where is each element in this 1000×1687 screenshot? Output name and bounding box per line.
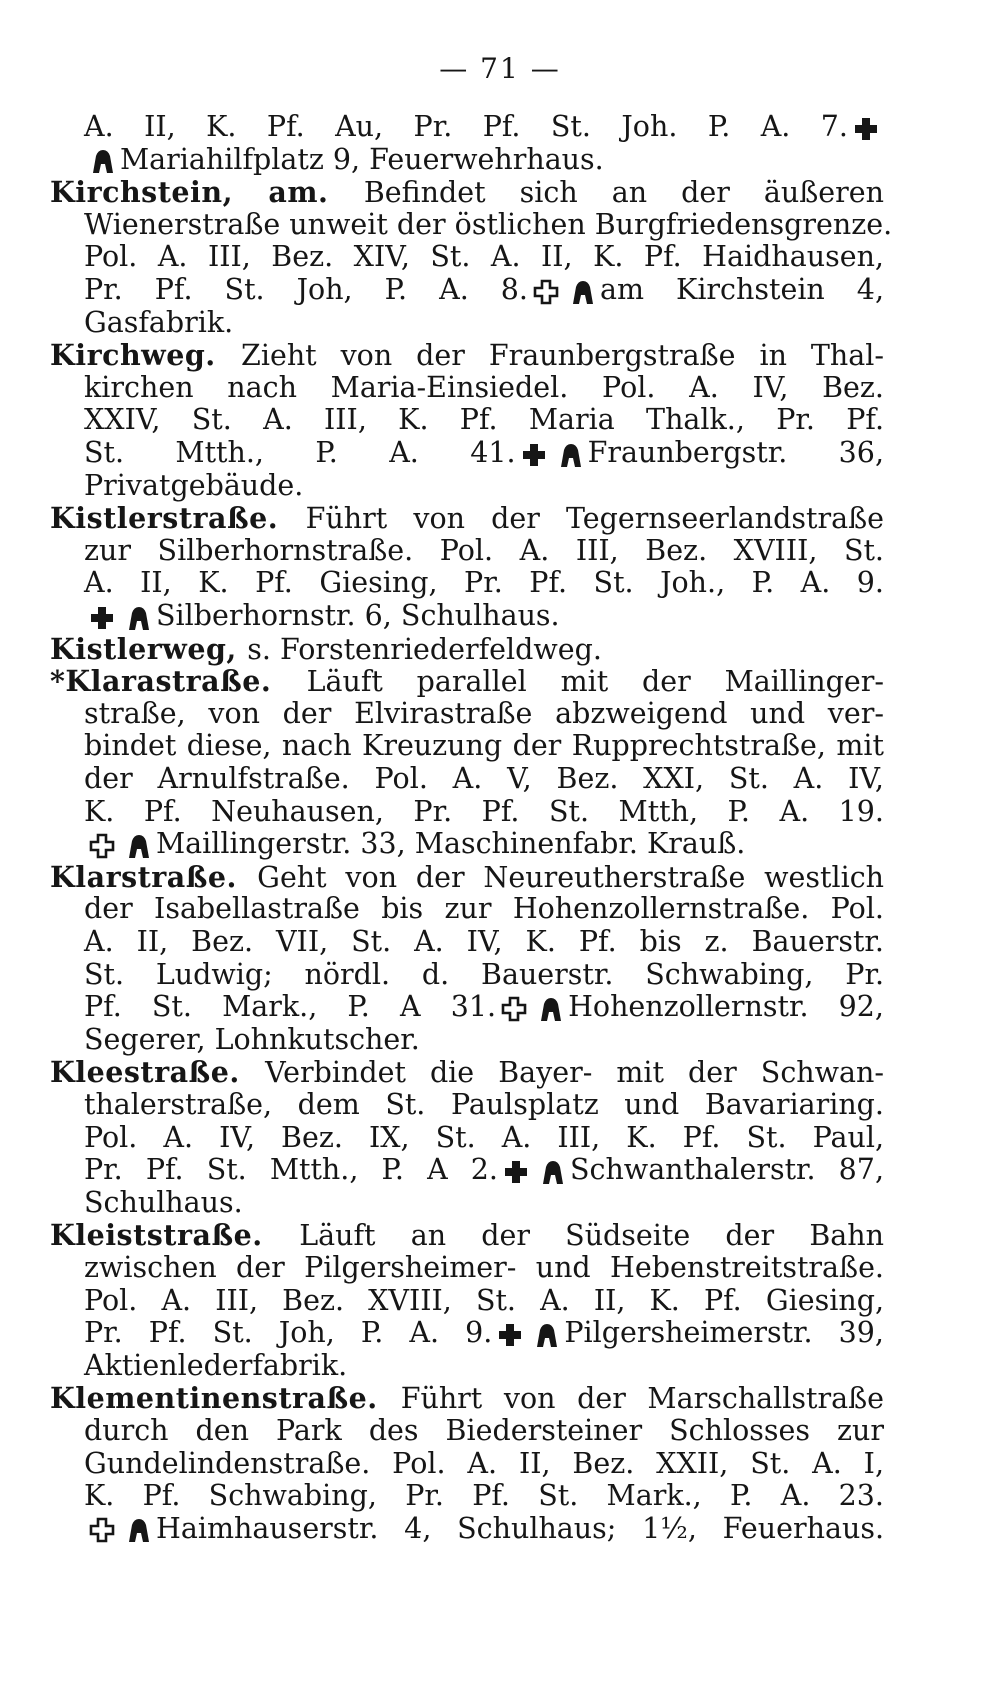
line-text: der Arnulfstraße. Pol. A. V, Bez. XXI, St. A. IV, [84,762,884,795]
text-line [84,925,884,959]
line-text-after-icons: Pilgersheimerstr. 39, [564,1316,884,1350]
text-line [84,1121,884,1155]
text-line [50,664,884,698]
fire-alarm-icon [532,1321,560,1349]
cross-outline-icon [88,1516,116,1544]
text-line [50,1055,884,1089]
line-text: K. Pf. Neuhausen, Pr. Pf. St. Mtth, P. A. 19. [84,794,884,828]
headword: Kirchstein, am. [50,175,364,210]
line-text: Läuft parallel mit der Maillinger- [306,665,884,699]
line-text: Pr. Pf. St. Joh, P. A. 8. [84,273,528,306]
line-text: zwischen der Pilgersheimer- und Hebenstreitstraße. [84,1251,884,1284]
line-text: XXIV, St. A. III, K. Pf. Maria Thalk., Pr. Pf. [84,403,884,437]
headword: Kirchweg. [50,338,242,373]
line-text: Haimhauserstr. 4, Schulhaus; 1½, Feuerhaus. [156,1511,884,1545]
line-text: Befindet sich an der äußeren [363,176,884,210]
text-line [50,1218,884,1252]
line-text: Pol. A. IV, Bez. IX, St. A. III, K. Pf. St. Paul, [84,1120,884,1154]
headword: Kleestraße. [50,1055,266,1090]
text-line [84,1512,884,1546]
fire-alarm-icon [88,147,116,175]
line-text: A. II, Bez. VII, St. A. IV, K. Pf. bis z. Bauerstr. [84,925,884,958]
text-line [84,1088,884,1122]
cross-outline-icon [500,995,528,1023]
text-line [84,958,884,992]
headword: Kistlerstraße. [50,501,306,536]
line-text: Pol. A. III, Bez. XIV, St. A. II, K. Pf. Haidhausen, [84,240,884,274]
line-text: Segerer, Lohnkutscher. [84,1022,420,1056]
page-number: — 71 — [439,52,561,85]
headword: Kleiststraße. [50,1218,300,1253]
line-text: K. Pf. Schwabing, Pr. Pf. St. Mark., P. A. 23. [84,1479,884,1513]
line-text: zur Silberhornstraße. Pol. A. III, Bez. XVIII, St. [84,533,884,567]
line-text: Pr. Pf. St. Joh, P. A. 9. [84,1316,493,1350]
fire-alarm-icon [124,604,152,632]
fire-alarm-icon [568,278,596,306]
text-line [84,1447,884,1481]
text-line [84,1186,884,1220]
text-line [50,860,884,894]
headword: Kistlerweg, [50,631,248,666]
text-line [84,143,884,177]
text-line [50,1381,884,1415]
line-text: kirchen nach Maria-Einsiedel. Pol. A. IV, Bez. [84,370,884,404]
text-line [84,1251,884,1285]
line-text: Führt von der Marschallstraße [400,1382,884,1416]
line-text: Geht von der Neureutherstraße westlich [257,860,885,894]
text-line [84,1414,884,1448]
line-text: Zieht von der Fraunbergstraße in Thal- [241,339,884,373]
text-line [84,762,884,796]
line-text: Maillingerstr. 33, Maschinenfabr. Krauß. [156,827,746,861]
text-line [84,273,884,307]
text-line [50,175,884,209]
fire-alarm-icon [556,441,584,469]
text-line [84,1284,884,1318]
text-line [50,501,884,535]
fire-alarm-icon [536,995,564,1023]
line-text: Aktienlederfabrik. [84,1348,348,1382]
line-text: A. II, K. Pf. Giesing, Pr. Pf. St. Joh., P. A. 9. [84,566,884,600]
text-line [50,632,884,666]
line-text: Läuft an der Südseite der Bahn [299,1219,884,1253]
line-text: Pol. A. III, Bez. XVIII, St. A. II, K. Pf. Giesing, [84,1283,884,1317]
line-text: Silberhornstr. 6, Schulhaus. [156,599,560,632]
text-line [84,1316,884,1350]
line-text: St. Ludwig; nördl. d. Bauerstr. Schwabing, Pr. [84,957,884,991]
line-text: St. Mtth., P. A. 41. [84,436,516,469]
text-line [84,403,884,437]
cross-filled-icon [502,1158,530,1186]
line-text: s. Forstenriederfeldweg. [247,632,602,666]
text-line [84,1349,884,1383]
line-text: thalerstraße, dem St. Paulsplatz und Bavariaring. [84,1088,884,1121]
line-text: der Isabellastraße bis zur Hohenzollernstraße. Pol. [84,892,884,926]
text-line [84,599,884,633]
text-line [50,338,884,372]
text-line [84,436,884,470]
text-line [84,110,884,144]
line-text-after-icons: Fraunbergstr. 36, [587,436,884,469]
text-line [84,795,884,829]
cross-filled-icon [88,604,116,632]
cross-filled-icon [496,1321,524,1349]
line-text: Gasfabrik. [84,305,234,339]
text-line [84,566,884,600]
line-text: Führt von der Tegernseerlandstraße [305,502,884,536]
line-text: Gundelindenstraße. Pol. A. II, Bez. XXII, St. A. I, [84,1446,884,1480]
text-line [84,1023,884,1057]
text-line [84,371,884,405]
line-text: Mariahilfplatz 9, Feuerwehrhaus. [120,142,604,176]
line-text-after-icons: Hohenzollernstr. 92, [568,990,884,1024]
text-line [84,306,884,340]
text-line [84,207,893,242]
line-text: durch den Park des Biedersteiner Schlosses zur [84,1414,884,1447]
line-text: Pr. Pf. St. Mtth., P. A 2. [84,1153,498,1187]
line-text-after-icons: am Kirchstein 4, [599,273,885,306]
text-line [84,697,884,731]
line-text: Privatgebäude. [84,468,304,502]
headword: Klementinenstraße. [50,1381,401,1416]
line-text: straße, von der Elvirastraße abzweigend und ver- [84,696,884,730]
text-line [84,827,884,861]
line-text-after-icons: Schwanthalerstr. 87, [569,1153,884,1187]
cross-filled-icon [520,441,548,469]
cross-filled-icon [852,115,880,143]
fire-alarm-icon [124,1516,152,1544]
text-line [84,1479,884,1513]
line-text: Verbindet die Bayer- mit der Schwan- [265,1056,885,1090]
line-text: Wienerstraße unweit der östlichen Burgfriedensgrenze. [84,207,893,241]
text-line [84,534,884,568]
cross-outline-icon [88,832,116,860]
text-line [84,729,884,763]
headword: *Klarastraße. [50,664,307,699]
text-line [84,240,884,274]
text-line [84,892,884,926]
line-text: Pf. St. Mark., P. A 31. [84,990,497,1024]
line-text: Schulhaus. [84,1185,243,1219]
line-text: A. II, K. Pf. Au, Pr. Pf. St. Joh. P. A. 7. [84,110,848,143]
text-line [84,1153,884,1187]
fire-alarm-icon [124,832,152,860]
text-line [84,990,884,1024]
text-line [84,469,884,503]
line-text: bindet diese, nach Kreuzung der Rupprechtstraße, mit [84,729,884,763]
cross-outline-icon [532,278,560,306]
fire-alarm-icon [538,1158,566,1186]
headword: Klarstraße. [50,859,258,894]
